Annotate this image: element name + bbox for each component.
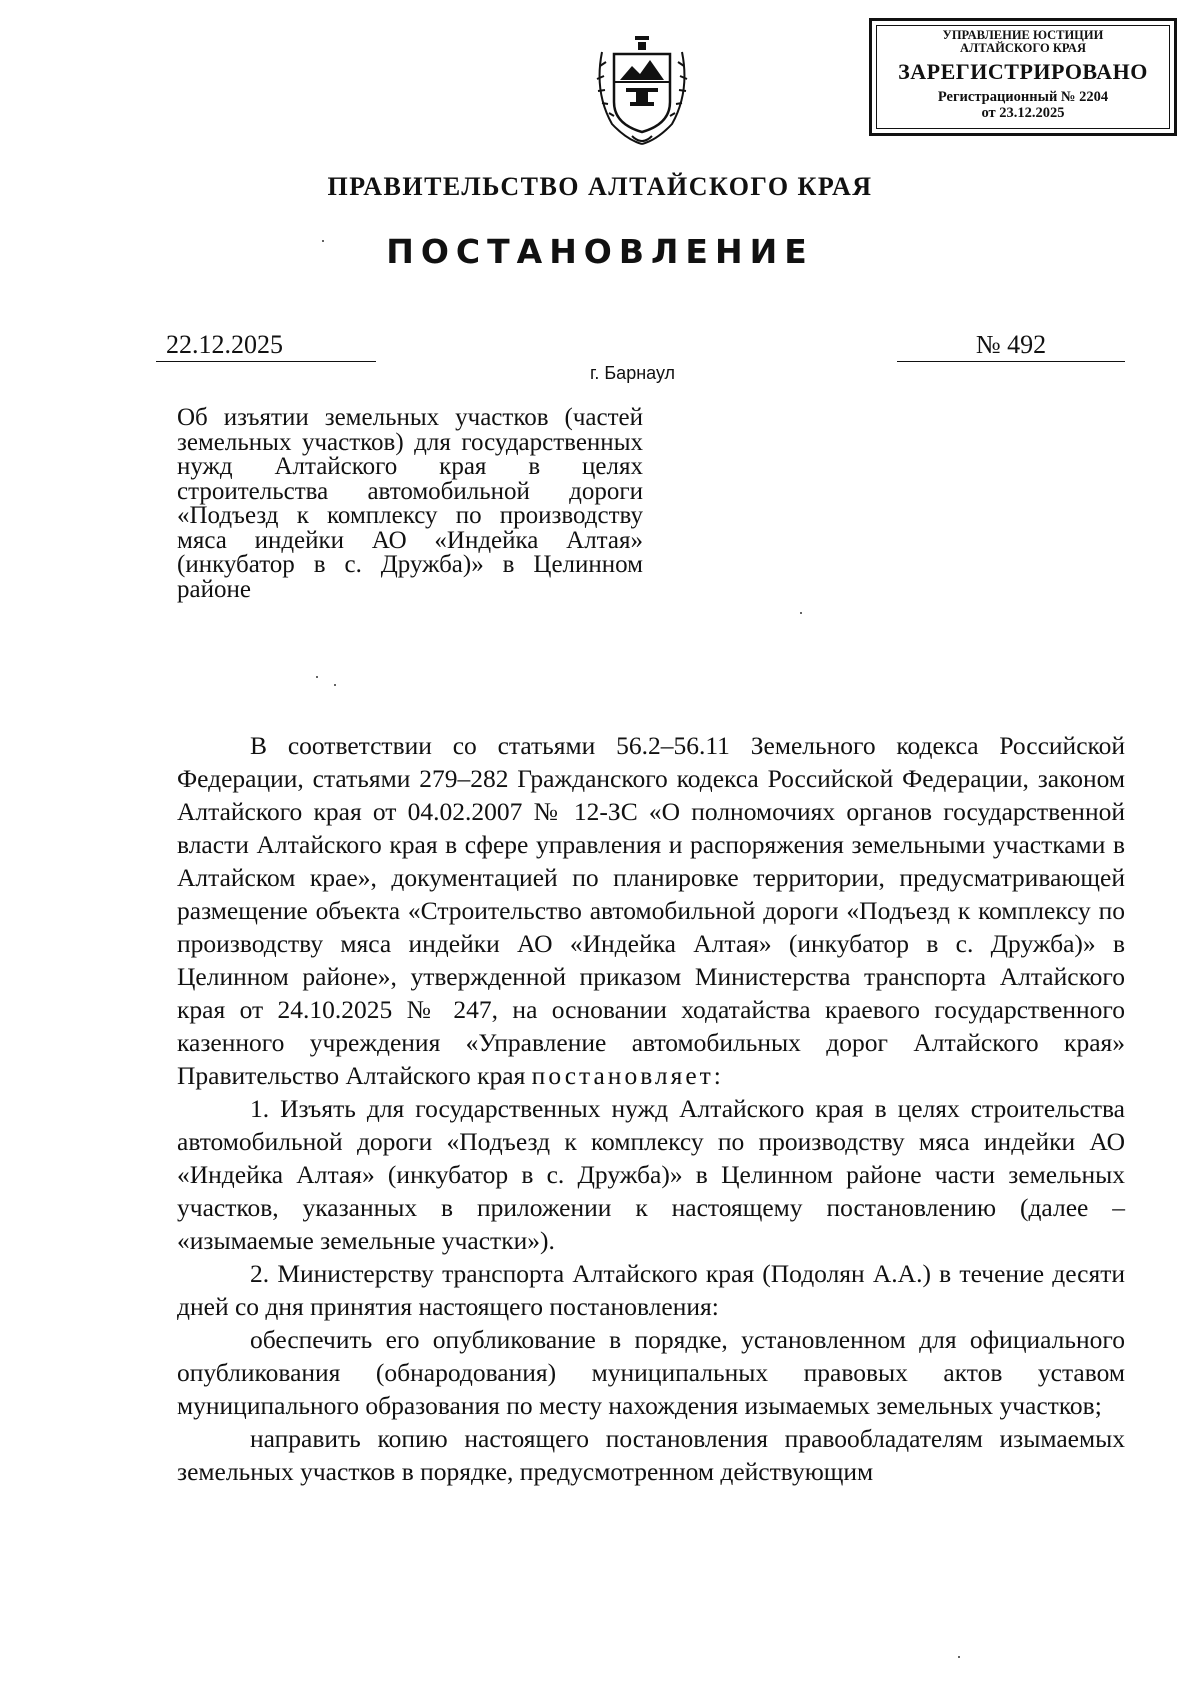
- registration-stamp: [869, 18, 1177, 136]
- scan-speck: [800, 612, 802, 614]
- document-type-title: ПОСТАНОВЛЕНИЕ: [386, 232, 814, 271]
- body-paragraph-preamble: [177, 729, 1125, 1092]
- scan-speck: [958, 1656, 960, 1658]
- scan-speck: [322, 240, 324, 242]
- body-paragraph-3: обеспечить его опубликование в порядке, установленном для официального опубликования (обнародования) муниципальных правовых актов уставом муниципального образования по месту нахождения изымаемых земельных участков;: [177, 1325, 1125, 1420]
- document-body: [177, 729, 1125, 1488]
- body-paragraph-1: 1. Изъять для государственных нужд Алтайского края в целях строительства автомобильной дороги «Подъезд к комплексу по производству мяса индейки АО «Индейка Алтая» (инкубатор в с. Дружба)» в Целинном районе части земельных участков, указанных в приложении к настоящему постановлению (далее – «изымаемые земельные участки»).: [177, 1094, 1125, 1255]
- coat-of-arms-emblem: [592, 32, 692, 150]
- document-number: № 492: [897, 329, 1125, 362]
- preamble-verb: постановляет:: [531, 1061, 724, 1090]
- stamp-inner-border: [876, 25, 1170, 129]
- stamp-status: ЗАРЕГИСТРИРОВАНО: [898, 59, 1148, 84]
- preamble-text: В соответствии со статьями 56.2–56.11 Земельного кодекса Российской Федерации, статьями 279–282 Гражданского кодекса Российской Федерации, законом Алтайского края от 04.02.2007 № 12-ЗС «О полномочиях органов государственной власти Алтайского края в сфере управления и распоряжения земельными участками в Алтайском крае», документацией по планировке территории, предусматривающей размещение объекта «Строительство автомобильной дороги «Подъезд к комплексу по производству мяса индейки АО «Индейка Алтая» (инкубатор в с. Дружба)» в Целинном районе», утвержденной приказом Министерства транспорта Алтайского края от 24.10.2025 № 247, на основании ходатайства краевого государственного казенного учреждения «Управление автомобильных дорог Алтайского края» Правительство Алтайского края: [177, 731, 1125, 1090]
- document-date: 22.12.2025: [156, 329, 376, 362]
- body-paragraph-2: 2. Министерству транспорта Алтайского края (Подолян А.А.) в течение десяти дней со дня принятия настоящего постановления:: [177, 1259, 1125, 1321]
- body-paragraph-4: направить копию настоящего постановления правообладателям изымаемых земельных участков в порядке, предусмотренном действующим: [177, 1424, 1125, 1486]
- scan-speck: [334, 684, 336, 686]
- document-city: г. Барнаул: [590, 363, 676, 383]
- stamp-reg-date: от 23.12.2025: [981, 105, 1065, 121]
- document-subject: Об изъятии земельных участков (частей земельных участков) для государственных нужд Алтайского края в целях строительства автомобильной дороги «Подъезд к комплексу по производству мяса индейки АО «Индейка Алтая» (инкубатор в с. Дружба)» в Целинном районе: [177, 404, 643, 603]
- stamp-org-line1: УПРАВЛЕНИЕ ЮСТИЦИИ: [942, 28, 1104, 42]
- scan-speck: [316, 676, 318, 678]
- stamp-org-line2: АЛТАЙСКОГО КРАЯ: [960, 41, 1086, 55]
- government-title: ПРАВИТЕЛЬСТВО АЛТАЙСКОГО КРАЯ: [327, 172, 873, 201]
- stamp-reg-number: Регистрационный № 2204: [937, 89, 1109, 105]
